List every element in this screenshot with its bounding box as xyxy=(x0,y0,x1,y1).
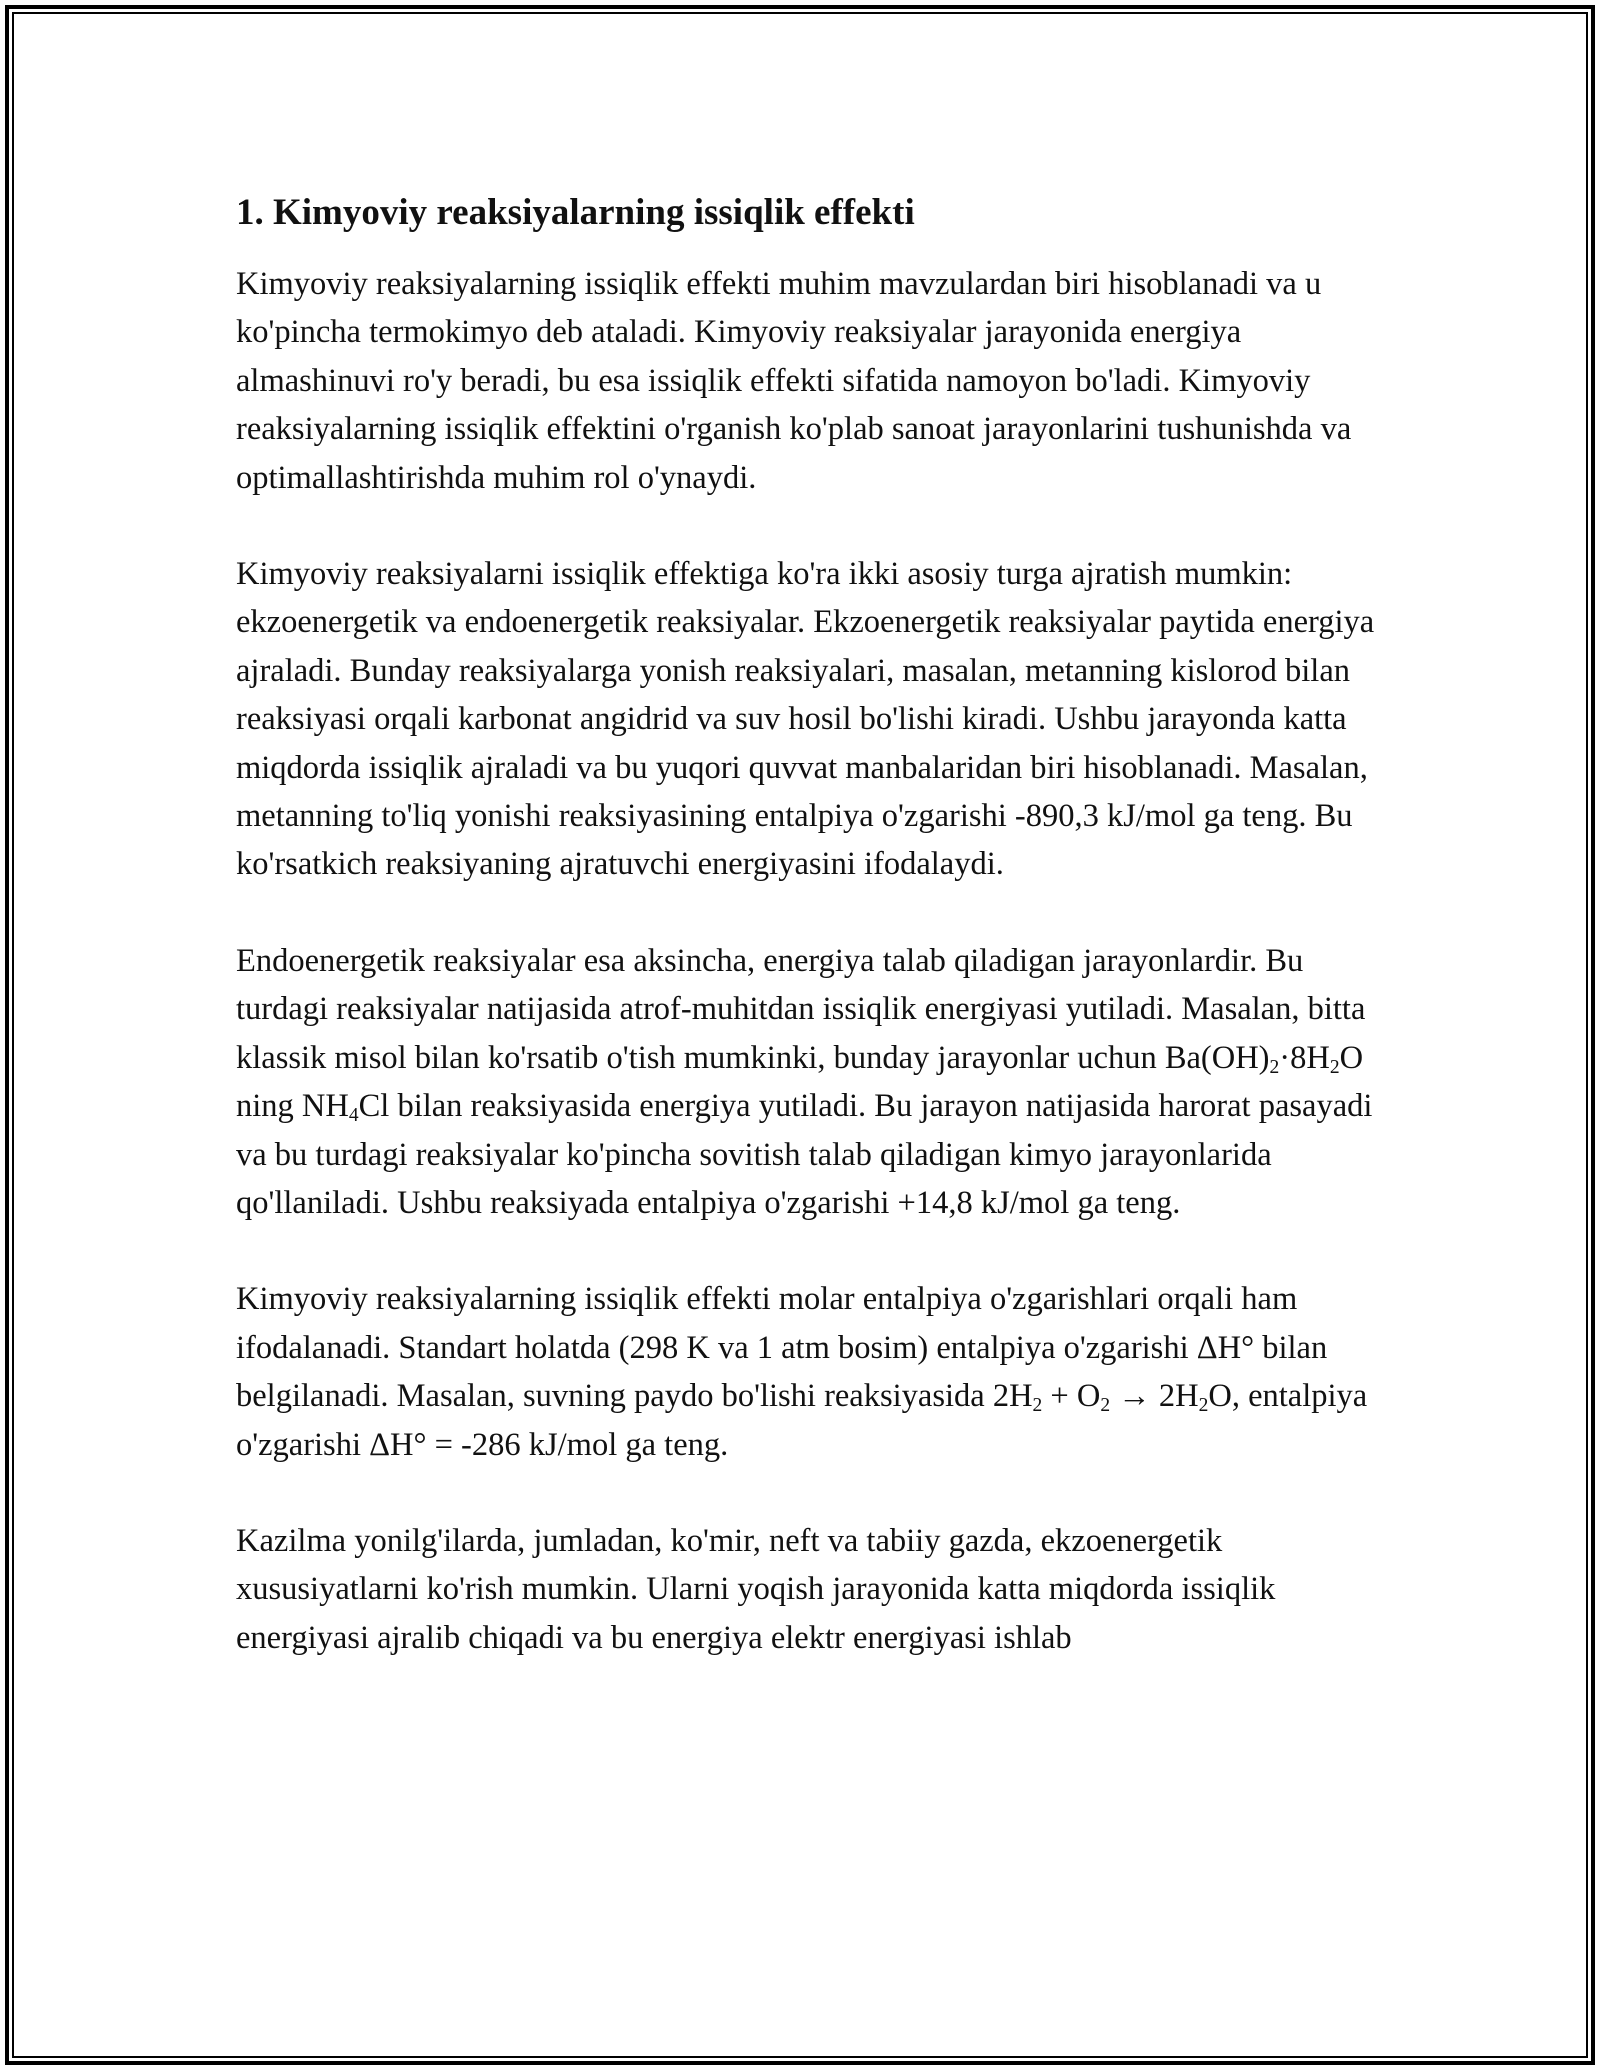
subscript: 2 xyxy=(1198,1395,1209,1416)
text-run: O ning NH xyxy=(236,1039,1364,1125)
subscript: 4 xyxy=(348,1104,359,1126)
subscript: 2 xyxy=(1269,1056,1280,1078)
text-run: → 2H xyxy=(1110,1378,1199,1415)
text-run: + O xyxy=(1042,1378,1101,1415)
text-run: ·8H xyxy=(1279,1039,1330,1076)
text-run: O, entalpiya o'zgarishi ΔH° = -286 kJ/mol ga teng. xyxy=(236,1378,1368,1463)
text-run: Cl bilan reaksiyasida energiya yutiladi. Bu jarayon natijasida harorat pasayadi va bu turdagi reaksiyalar ko'pincha sovitish talab qiladigan kimyo jarayonlarida qo'llaniladi. Ushbu reaksiyada entalpiya o'zgarishi +14,8 kJ/mol ga teng. xyxy=(236,1088,1373,1221)
text-run: Endoenergetik reaksiyalar esa aksincha, energiya talab qiladigan jarayonlardir. Bu turdagi reaksiyalar natijasida atrof-muhitdan issiqlik energiyasi yutiladi. Masalan, bitta klassik misol bilan ko'rsatib o'tish mumkinki, bunday jarayonlar uchun Ba(OH) xyxy=(236,942,1366,1076)
subscript: 2 xyxy=(1032,1395,1043,1416)
section-heading: 1. Kimyoviy reaksiyalarning issiqlik effekti xyxy=(236,192,915,233)
subscript: 2 xyxy=(1329,1056,1340,1078)
text-run: Kimyoviy reaksiyalarning issiqlik effekti molar entalpiya o'zgarishlari orqali ham ifodalanadi. Standart holatda (298 K va 1 atm bosim) entalpiya o'zgarishi ΔH° bilan belgilanadi. Masalan, suvning paydo bo'lishi reaksiyasida 2H xyxy=(236,1281,1328,1415)
paragraph-fossil-fuels: Kazilma yonilg'ilarda, jumladan, ko'mir, neft va tabiiy gazda, ekzoenergetik xususiyatlarni ko'rish mumkin. Ularni yoqish jarayonida katta miqdorda issiqlik energiyasi ajralib chiqadi va bu energiya elektr energiyasi ishlab xyxy=(236,1522,1276,1656)
paragraph-exothermic: Kimyoviy reaksiyalarni issiqlik effektiga ko'ra ikki asosiy turga ajratish mumkin: ekzoenergetik va endoenergetik reaksiyalar. Ekzoenergetik reaksiyalar paytida energiya ajraladi. Bunday reaksiyalarga yonish reaksiyalari, masalan, metanning kislorod bilan reaksiyasi orqali karbonat angidrid va suv hosil bo'lishi kiradi. Ushbu jarayonda katta miqdorda issiqlik ajraladi va bu yuqori quvvat manbalaridan biri hisoblanadi. Masalan, metanning to'liq yonishi reaksiyasining entalpiya o'zgarishi -890,3 kJ/mol ga teng. Bu ko'rsatkich reaksiyaning ajratuvchi energiyasini ifodalaydi. xyxy=(236,556,1375,883)
paragraph-intro: Kimyoviy reaksiyalarning issiqlik effekti muhim mavzulardan biri hisoblanadi va u ko'pincha termokimyo deb ataladi. Kimyoviy reaksiyalar jarayonida energiya almashinuvi ro'y beradi, bu esa issiqlik effekti sifatida namoyon bo'ladi. Kimyoviy reaksiyalarning issiqlik effektini o'rganish ko'plab sanoat jarayonlarini tushunishda va optimallashtirishda muhim rol o'ynaydi. xyxy=(236,266,1352,496)
subscript: 2 xyxy=(1100,1395,1111,1416)
paragraph-enthalpy xyxy=(236,1275,1376,1469)
paragraph-endothermic xyxy=(236,937,1376,1227)
document-body xyxy=(236,188,1376,1710)
